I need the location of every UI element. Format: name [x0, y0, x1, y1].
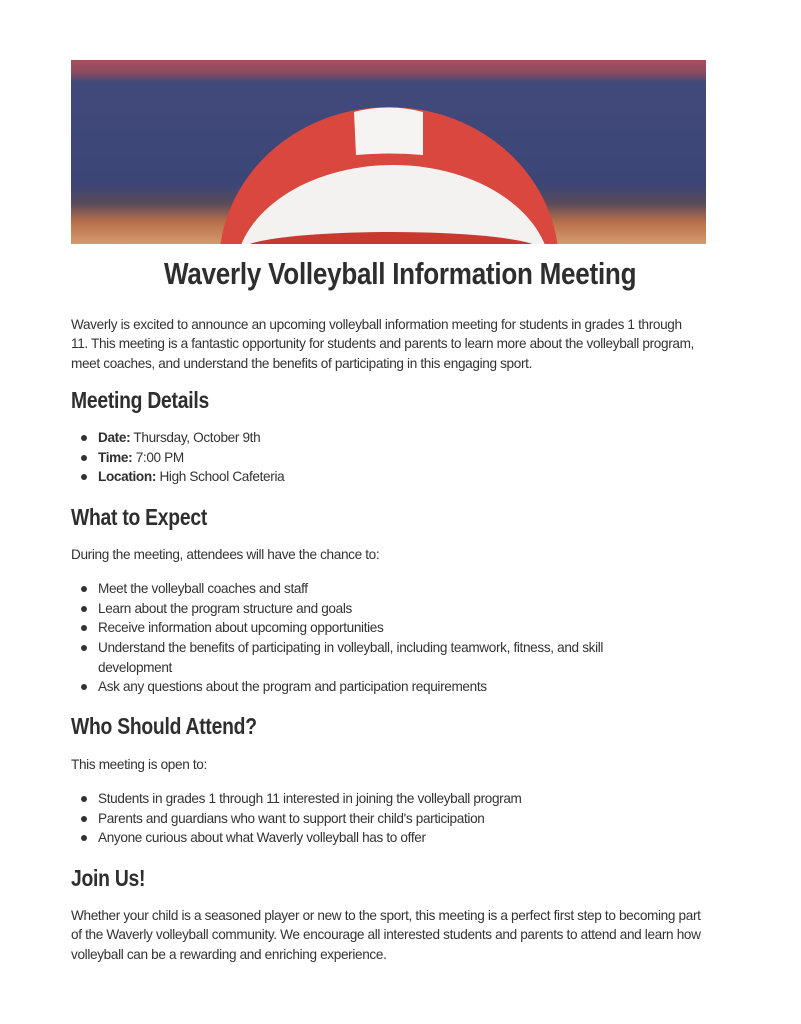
- list-item: Meet the volleyball coaches and staff: [71, 579, 671, 599]
- what-to-expect-section: What to Expect During the meeting, attendees will have the chance to: Meet the volleyball coaches and staff Learn about the program structure and goals Receive information about upcoming opportunities Understand the benefits of participating in volleyball, including teamwork, fitness, and skill development Ask any questions about the program and participation requirements: [71, 504, 671, 697]
- bullet-icon: [81, 586, 87, 592]
- bullet-icon: [81, 435, 87, 441]
- intro-paragraph: Waverly is excited to announce an upcoming volleyball information meeting for students in grades 1 through 11. This meeting is a fantastic opportunity for students and parents to learn more about the volleyball program, meet coaches, and understand the benefits of participating in this engaging sport.: [71, 317, 694, 371]
- list-item: Anyone curious about what Waverly volleyball has to offer: [71, 828, 711, 848]
- bullet-icon: [81, 684, 87, 690]
- list-item: Ask any questions about the program and participation requirements: [71, 677, 671, 697]
- list-item: Learn about the program structure and goals: [71, 599, 671, 619]
- what-to-expect-list: [71, 579, 671, 697]
- bullet-icon: [81, 796, 87, 802]
- page-title: Waverly Volleyball Information Meeting: [164, 256, 637, 291]
- list-item: Students in grades 1 through 11 interested in joining the volleyball program: [71, 789, 711, 809]
- meeting-details-heading: Meeting Details: [71, 387, 209, 413]
- who-should-attend-heading: Who Should Attend?: [71, 713, 257, 739]
- list-item: Receive information about upcoming opportunities: [71, 618, 671, 638]
- join-us-section: Join Us! Whether your child is a seasoned player or new to the sport, this meeting is a perfect first step to becoming part of the Waverly volleyball community. We encourage all interested students and parents to attend and learn how volleyball can be a rewarding and enriching experience.: [71, 865, 701, 962]
- who-should-attend-section: Who Should Attend? This meeting is open to: Students in grades 1 through 11 interested in joining the volleyball program Parents and guardians who want to support their child's participation Anyone curious about what Waverly volleyball has to offer: [71, 713, 711, 848]
- list-item: Date: Thursday, October 9th: [71, 428, 711, 448]
- list-item: Time: 7:00 PM: [71, 448, 711, 468]
- meeting-details-section: [71, 387, 711, 487]
- volleyball-banner-image: [71, 60, 706, 244]
- list-item: Location: High School Cafeteria: [71, 467, 711, 487]
- join-us-heading: Join Us!: [71, 865, 146, 891]
- list-item: Understand the benefits of participating in volleyball, including teamwork, fitness, and skill development: [71, 638, 671, 677]
- what-to-expect-heading: What to Expect: [71, 504, 208, 530]
- meeting-details-list: [71, 428, 711, 487]
- who-should-attend-list: [71, 789, 711, 848]
- bullet-icon: [81, 474, 87, 480]
- bullet-icon: [81, 816, 87, 822]
- bullet-icon: [81, 835, 87, 841]
- list-item: Parents and guardians who want to support their child's participation: [71, 809, 711, 829]
- bullet-icon: [81, 625, 87, 631]
- bullet-icon: [81, 606, 87, 612]
- bullet-icon: [81, 645, 87, 651]
- bullet-icon: [81, 455, 87, 461]
